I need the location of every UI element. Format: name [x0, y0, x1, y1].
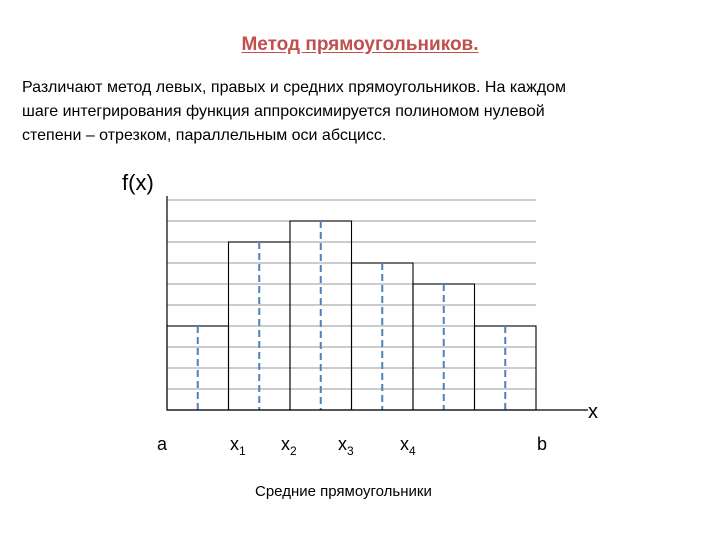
- body-text-line: степени – отрезком, параллельным оси абсцисс.: [22, 127, 387, 144]
- x-tick-label: a: [157, 434, 168, 454]
- body-text-line: шаге интегрирования функция аппроксимируется полиномом нулевой: [22, 103, 545, 120]
- x-tick-label: $x_2$: [281, 434, 297, 458]
- rectangles: [167, 221, 536, 410]
- x-tick-label: $x_4$: [400, 434, 416, 458]
- y-axis-label: f(x): [122, 170, 154, 195]
- x-tick-label: $x_1$: [230, 434, 246, 458]
- body-text-line: Различают метод левых, правых и средних прямоугольников. На каждом: [22, 79, 566, 96]
- x-tick-label: $x_3$: [338, 434, 354, 458]
- x-tick-labels: [157, 434, 547, 458]
- x-axis-label: x: [588, 401, 598, 423]
- slide-title: Метод прямоугольников.: [241, 34, 479, 55]
- x-tick-label: b: [537, 434, 548, 454]
- figure-caption: Средние прямоугольники: [255, 483, 432, 500]
- axes: [167, 196, 588, 410]
